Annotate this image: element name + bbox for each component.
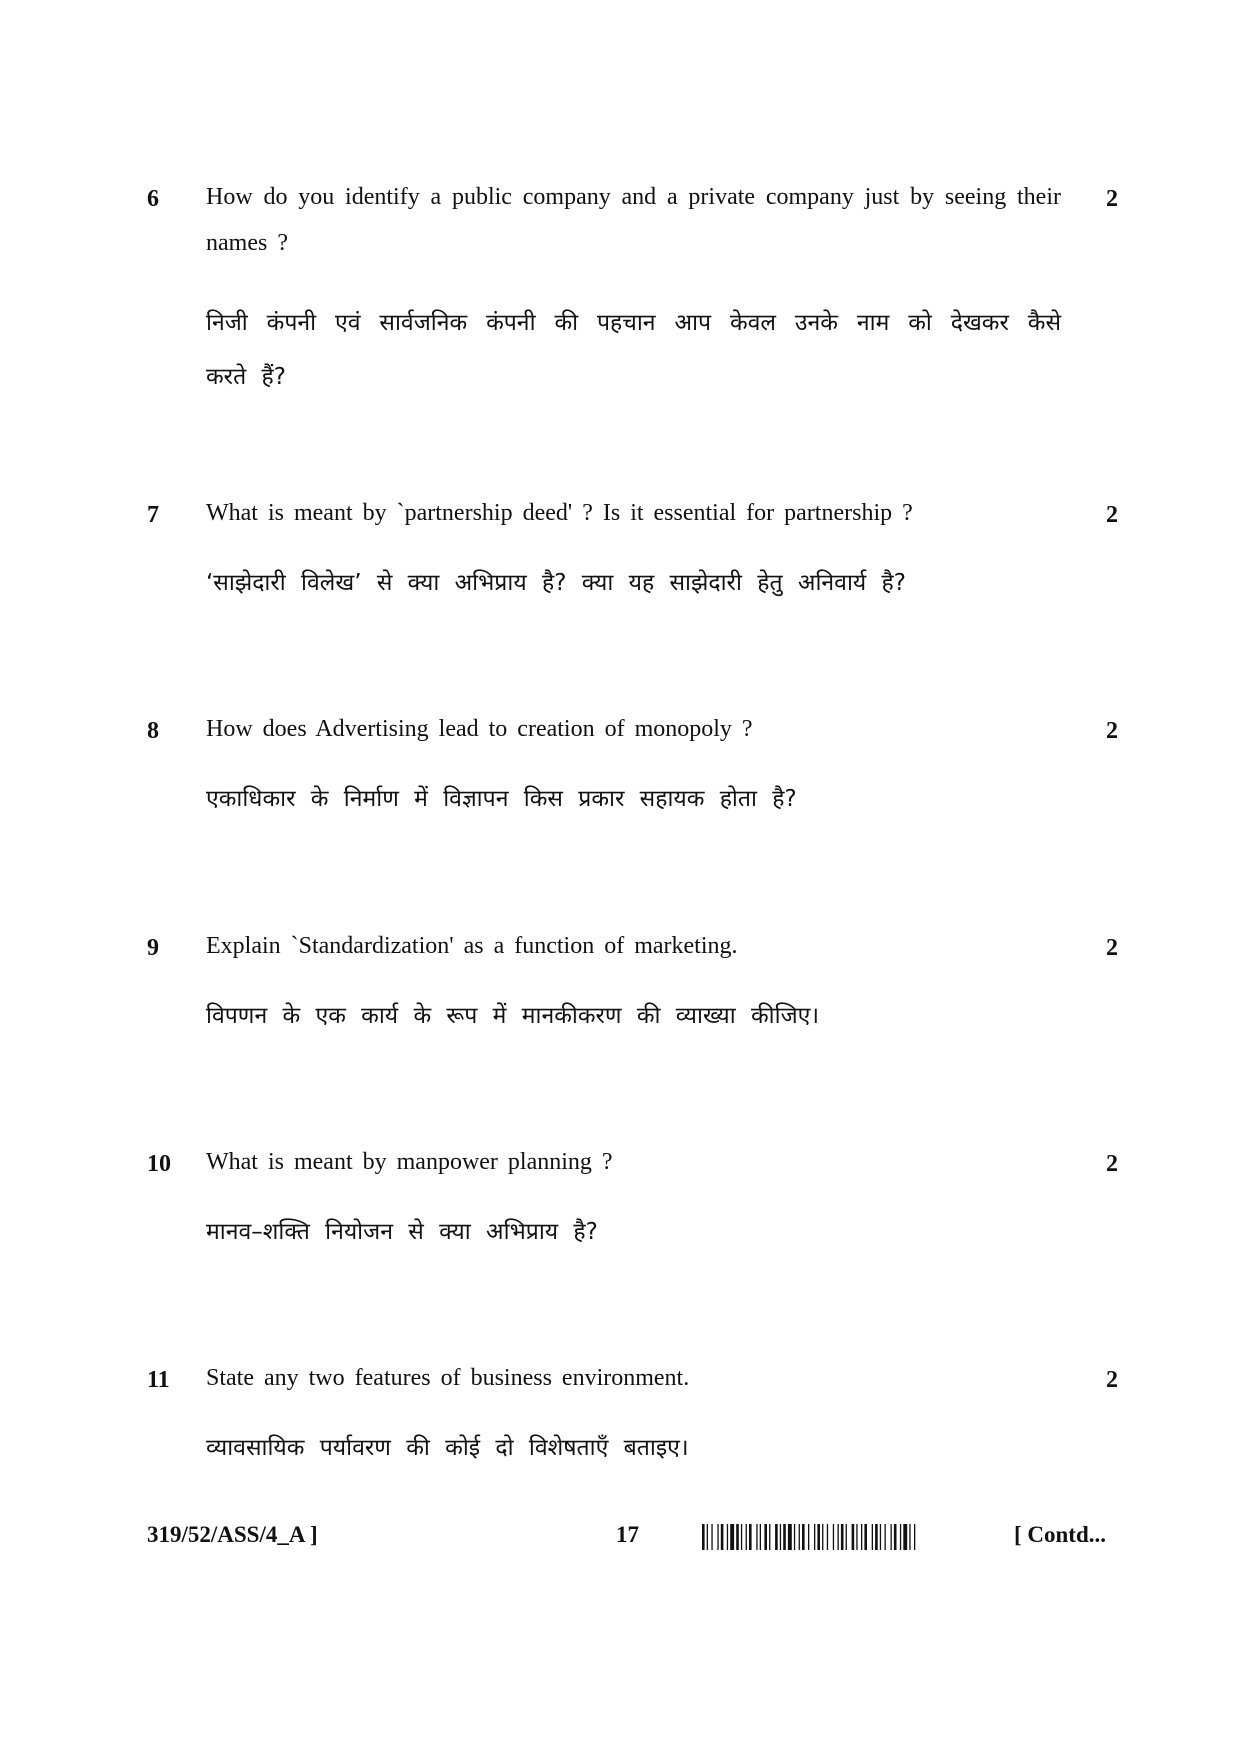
barcode-bar <box>783 1524 786 1550</box>
barcode-bar <box>822 1524 823 1550</box>
question-text-hindi: एकाधिकार के निर्माण में विज्ञापन किस प्रकार सहायक होता है? <box>206 786 797 812</box>
question-text: Explain `Standardization' as a function of marketing. <box>206 933 738 959</box>
barcode-bar <box>707 1524 708 1550</box>
barcode-bar <box>775 1524 778 1550</box>
barcode-bar <box>717 1524 718 1550</box>
barcode-bar <box>794 1524 795 1550</box>
question-text: How does Advertising lead to creation of monopoly ? <box>206 716 753 742</box>
question-marks: 2 <box>1106 1151 1118 1177</box>
barcode-bar <box>880 1524 881 1550</box>
barcode-bar <box>746 1524 747 1550</box>
question-number: 6 <box>147 186 159 212</box>
page-number: 17 <box>616 1522 639 1547</box>
barcode-bar <box>769 1524 770 1550</box>
barcode-bar <box>741 1524 742 1550</box>
barcode-bar <box>799 1524 800 1550</box>
question-marks: 2 <box>1106 935 1118 961</box>
question-text: How do you identify a public company and a private company just by seeing their names ? <box>206 184 1061 256</box>
barcode-bar <box>788 1524 792 1550</box>
question-number: 10 <box>147 1151 171 1177</box>
barcode-bar <box>891 1524 892 1550</box>
barcode-bar <box>861 1524 862 1550</box>
question-text-hindi: व्यावसायिक पर्यावरण की कोई दो विशेषताएँ बताइए। <box>206 1435 689 1461</box>
barcode-bar <box>875 1524 878 1550</box>
barcode-bar <box>833 1524 834 1550</box>
question-text-hindi: निजी कंपनी एवं सार्वजनिक कंपनी की पहचान आप केवल उनके नाम को देखकर कैसे करते हैं? <box>206 310 1061 390</box>
barcode-bar <box>838 1524 839 1550</box>
barcode-bar <box>808 1524 809 1550</box>
barcode-bar <box>885 1524 886 1550</box>
barcode-bar <box>780 1524 781 1550</box>
question-text-hindi: मानव–शक्ति नियोजन से क्या अभिप्राय है? <box>206 1219 598 1245</box>
barcode-bar <box>852 1524 855 1550</box>
barcode-bar <box>736 1524 739 1550</box>
question-text: State any two features of business environment. <box>206 1365 690 1391</box>
barcode-bar <box>856 1524 857 1550</box>
continued-label: [ Contd... <box>1014 1522 1107 1547</box>
question-number: 8 <box>147 718 159 744</box>
question-number: 7 <box>147 502 159 528</box>
barcode-bar <box>909 1524 910 1550</box>
barcode-bar <box>764 1524 767 1550</box>
barcode-bar <box>814 1524 815 1550</box>
barcode-bar <box>749 1524 752 1550</box>
question-number: 11 <box>147 1367 170 1393</box>
page-footer <box>0 1522 1241 1562</box>
question-text-hindi: ‘साझेदारी विलेख’ से क्या अभिप्राय है? क्या यह साझेदारी हेतु अनिवार्य है? <box>206 570 906 596</box>
barcode-icon <box>700 1524 1000 1550</box>
barcode-bar <box>721 1524 724 1550</box>
barcode-bar <box>864 1524 867 1550</box>
paper-code: 319/52/ASS/4_A ] <box>147 1522 318 1547</box>
barcode-bar <box>846 1524 847 1550</box>
barcode-bar <box>727 1524 728 1550</box>
barcode-bar <box>756 1524 757 1550</box>
question-text-hindi: विपणन के एक कार्य के रूप में मानकीकरण की व्याख्या कीजिए। <box>206 1003 820 1029</box>
question-text: What is meant by `partnership deed' ? Is it essential for partnership ? <box>206 500 913 526</box>
barcode-bar <box>702 1524 705 1550</box>
barcode-bar <box>711 1524 712 1550</box>
question-number: 9 <box>147 935 159 961</box>
barcode-bar <box>894 1524 897 1550</box>
barcode-bar <box>802 1524 805 1550</box>
barcode-bar <box>730 1524 734 1550</box>
question-marks: 2 <box>1106 718 1118 744</box>
barcode-bar <box>841 1524 844 1550</box>
barcode-bar <box>914 1524 915 1550</box>
barcode-bar <box>827 1524 828 1550</box>
question-text: What is meant by manpower planning ? <box>206 1149 613 1175</box>
barcode-bar <box>760 1524 761 1550</box>
question-marks: 2 <box>1106 502 1118 528</box>
barcode-bar <box>900 1524 901 1550</box>
question-marks: 2 <box>1106 1367 1118 1393</box>
barcode-bar <box>872 1524 873 1550</box>
barcode-bar <box>817 1524 820 1550</box>
question-marks: 2 <box>1106 186 1118 212</box>
barcode-bar <box>903 1524 907 1550</box>
